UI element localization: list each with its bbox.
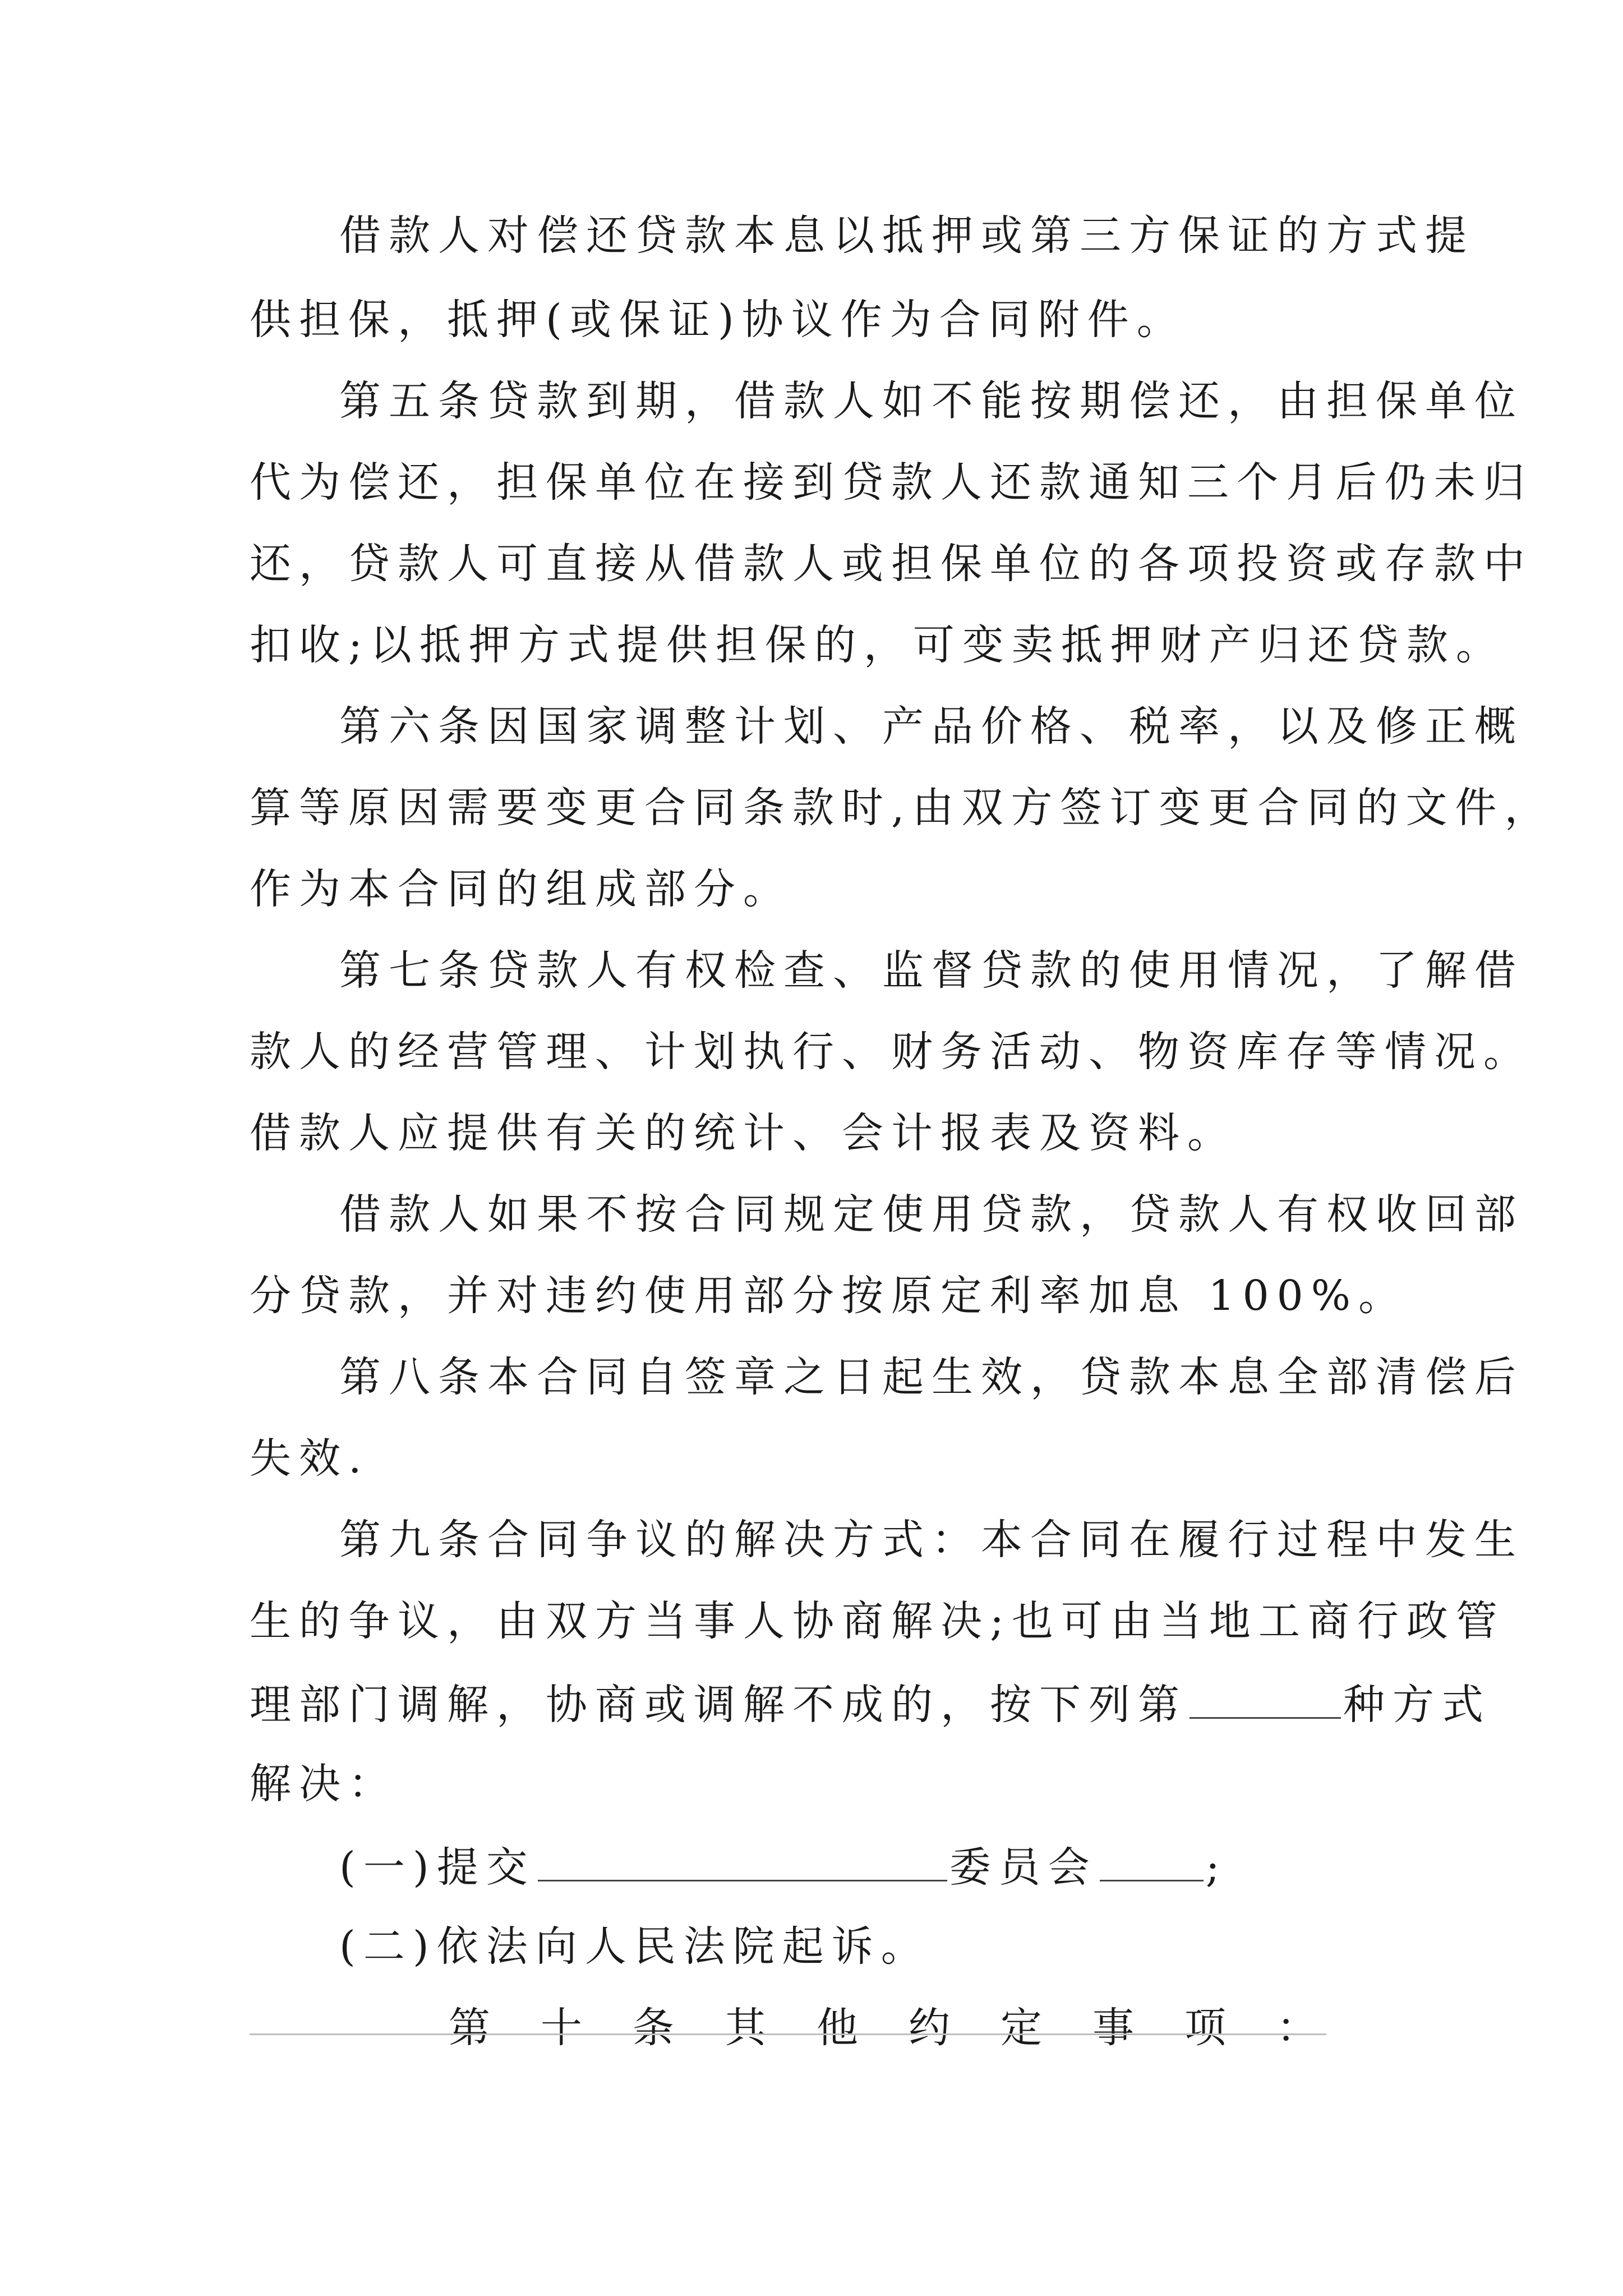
option-2-line: (二)依法向人民法院起诉。 (339, 1922, 930, 1971)
article-10-heading: 第十条其他约定事项： (449, 2004, 1368, 2052)
paragraph-line: 解决： (250, 1760, 398, 1808)
paragraph-line: 第五条贷款到期，借款人如不能按期偿还，由担保单位 (339, 377, 1524, 425)
paragraph-line: 分贷款，并对违约使用部分按原定利率加息 100%。 (250, 1272, 1408, 1320)
paragraph-line: 第九条合同争议的解决方式：本合同在履行过程中发生 (339, 1516, 1524, 1564)
paragraph-line: 借款人对偿还贷款本息以抵押或第三方保证的方式提 (339, 211, 1474, 260)
option-1-start: (一)提交 (339, 1843, 536, 1892)
paragraph-line: 作为本合同的组成部分。 (250, 865, 792, 913)
paragraph-line: 扣收;以抵押方式提供担保的，可变卖抵押财产归还贷款。 (250, 621, 1505, 669)
paragraph-line: 第六条因国家调整计划、产品价格、税率，以及修正概 (339, 702, 1524, 751)
paragraph-line: 第七条贷款人有权检查、监督贷款的使用情况，了解借 (339, 946, 1524, 995)
blank-committee-name[interactable] (538, 1837, 947, 1881)
option-1-mid: 委员会 (949, 1843, 1098, 1892)
paragraph-line: 第八条本合同自签章之日起生效，贷款本息全部清偿后 (339, 1353, 1524, 1401)
dispute-line-end: 种方式 (1343, 1681, 1491, 1729)
blank-method-number[interactable] (1189, 1674, 1341, 1719)
option-1-end: ; (1205, 1843, 1228, 1892)
paragraph-line: 代为偿还，担保单位在接到贷款人还款通知三个月后仍未归 (250, 458, 1533, 507)
blank-committee-detail[interactable] (1100, 1837, 1204, 1881)
option-1-line (339, 1837, 1228, 1895)
paragraph-line: 还，贷款人可直接从借款人或担保单位的各项投资或存款中 (250, 540, 1533, 588)
dispute-line-start: 理部门调解，协商或调解不成的，按下列第 (250, 1681, 1187, 1729)
paragraph-line: 算等原因需要变更合同条款时,由双方签订变更合同的文件， (250, 784, 1554, 832)
paragraph-line: 生的争议，由双方当事人协商解决;也可由当地工商行政管 (250, 1597, 1505, 1645)
dispute-line (250, 1674, 1491, 1733)
paragraph-line: 失效. (250, 1434, 370, 1483)
paragraph-line: 供担保，抵押(或保证)协议作为合同附件。 (250, 296, 1186, 344)
blank-other-matters-line[interactable] (250, 2033, 1326, 2035)
paragraph-line: 款人的经营管理、计划执行、财务活动、物资库存等情况。 (250, 1028, 1533, 1076)
paragraph-line: 借款人如果不按合同规定使用贷款，贷款人有权收回部 (339, 1190, 1524, 1239)
paragraph-line: 借款人应提供有关的统计、会计报表及资料。 (250, 1109, 1237, 1157)
